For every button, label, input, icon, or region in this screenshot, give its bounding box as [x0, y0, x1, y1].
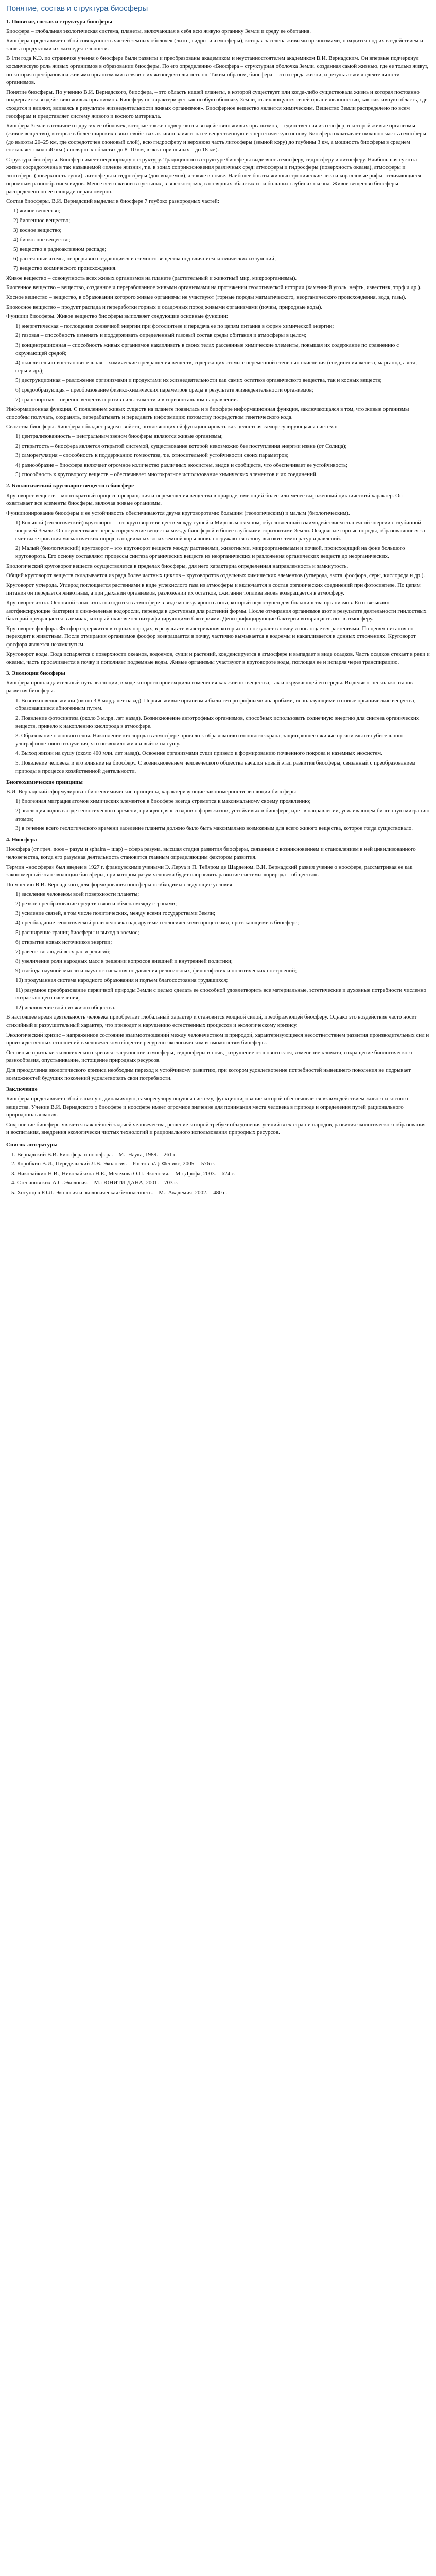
article-body — [6, 18, 430, 1197]
paragraph: Список литературы — [6, 1141, 58, 1148]
paragraph: 1) заселение человеком всей поверхности планеты; — [15, 891, 139, 897]
paragraph: Понятие биосферы. По учению В.И. Вернадского, биосфера, – это область нашей планеты, в которой существует или когда-либо существовала жизнь и которая постоянно подвергается воздействию живых организмов. Биосферу он характеризует как особую оболочку Земли, отличающуюся своей организованностью, как «активную область, где сходятся и влияют, вливаясь в результате жизнедеятельности живых организмов». Биосферное вещество является химическим. Вещество Земли распределено по всем геосферам и представляет систему живого и косного материала. — [6, 89, 428, 120]
paragraph: 2. Коробкин В.И., Передельский Л.В. Экология. – Ростов н/Д: Феникс, 2005. – 576 с. — [11, 1161, 215, 1167]
paragraph: 12) исключение войн из жизни общества. — [15, 1004, 116, 1011]
paragraph: 4) окислительно-восстановительная – химические превращения веществ, содержащих атомы с переменной степенью окисления (соединения железа, марганца, азота, серы и др.); — [15, 360, 417, 374]
page-title: Понятие, состав и структура биосферы — [6, 4, 148, 13]
paragraph: Круговорот азота. Основной запас азота находится в атмосфере в виде молекулярного азота, который недоступен для большинства организмов. Его связывают азотфиксирующие бактерии и сине-зеленые водоросли, переводя в доступные для растений формы. После отмирания организмов азот в результате деятельности гнилостных бактерий превращается в аммиак, который окисляется нитрифицирующими бактериями. Денитрифицирующие бактерии возвращают азот в атмосферу. — [6, 600, 427, 622]
paragraph: Состав биосферы. В.И. Вернадский выделил в биосфере 7 глубоко разнородных частей: — [6, 198, 219, 205]
paragraph: 3) усиление связей, в том числе политических, между всеми государствами Земли; — [15, 910, 216, 917]
paragraph: Биосфера – глобальная экологическая система, планеты, включающая в себя всю живую органику Земли и среду ее обитания. — [6, 28, 311, 35]
paragraph: Биосфера Земли в отличие от других ее оболочек, которые также подвергаются воздействию живых организмов, – единственная из геосфер, в которой живые организмы (живое вещество), которые в более широких своих свойствах активно влияют на ее вещественную и энергетическую основу. Биосфера охватывает нижнюю часть атмосферы (до высоты 20–25 км, где сосредоточен озоновый слой), всю гидросферу и верхнюю часть литосферы (земной кору) до глубины 3 км, а мощность биосферы в среднем составляет около 40 км (в полярных областях до 8–10 км, в экваториальных – до 18 км). — [6, 123, 426, 154]
paragraph: Термин «ноосфера» был введен в 1927 г. французскими учеными Э. Леруа и П. Тейяром де Шарденом. В.И. Вернадский развил учение о ноосфере, рассматривая ее как закономерный этап эволюции биосферы, при котором разум человека будет направлять развитие системы «природа – общество». — [6, 863, 413, 878]
paragraph: Общий круговорот веществ складывается из ряда более частных циклов – круговоротов отдельных химических элементов (углерода, азота, фосфора, серы, кислорода и др.). — [6, 572, 425, 579]
paragraph: 7) равенство людей всех рас и религий; — [15, 948, 111, 955]
paragraph: 2) эволюция видов в ходе геологического времени, приводящая к созданию форм жизни, устойчивых в биосфере, идет в направлении, усиливающем биогенную миграцию атомов; — [15, 808, 430, 822]
paragraph: Биосфера прошла длительный путь эволюции, в ходе которого происходили изменения как живого вещества, так и окружающей его среды. Выделяют несколько этапов развития биосферы. — [6, 680, 413, 694]
paragraph: Биогенное вещество – вещество, созданное и переработанное живыми организмами на протяжении геологической истории (каменный уголь, нефть, известняк, торф и др.). — [6, 284, 422, 291]
paragraph: Биогеохимические принципы — [6, 779, 83, 786]
paragraph: 4. Ноосфера — [6, 836, 37, 843]
paragraph: 1) живое вещество; — [13, 208, 60, 214]
paragraph: Круговорот веществ – многократный процесс превращения и перемещения вещества в природе, имеющий более или менее выраженный циклический характер. Он охватывает все элементы биосферы, включая живые организмы. — [6, 492, 403, 507]
paragraph: 8) увеличение роли народных масс в решении вопросов внешней и внутренней политики; — [15, 958, 233, 964]
paragraph: Биосфера представляет собой совокупность частей земных оболочек (лито-, гидро- и атмосферы), которая заселена живыми организмами, находится под их воздействием и занята продуктами их жизнедеятельности. — [6, 38, 423, 52]
paragraph: 2) газовая – способность изменять и поддерживать определенный газовый состав среды обитания и атмосферы в целом; — [15, 332, 307, 339]
paragraph: Биосфера представляет собой сложную, динамичную, саморегулирующуюся систему, функционирование которой обеспечивается взаимодействием живого и косного вещества. Учение В.И. Вернадского о биосфере и ноосфере имеет огромное значение для понимания места человека в природе и определения путей рационального природопользования. — [6, 1095, 408, 1118]
paragraph: Косное вещество – вещество, в образовании которого живые организмы не участвуют (горные породы магматического, неорганического происхождения, вода, газы). — [6, 294, 406, 300]
paragraph: 11) разумное преобразование первичной природы Земли с целью сделать ее способной удовлетворить все материальные, эстетические и духовные потребности численно возрастающего населения; — [15, 987, 426, 1002]
paragraph: 1) Большой (геологический) круговорот – это круговорот веществ между сушей и Мировым океаном, обусловленный взаимодействием солнечной энергии с глубинной энергией Земли. Он осуществляет перераспределение вещества между биосферой и более глубокими горизонтами Земли. Осадочные горные породы, образовавшиеся за счет выветривания магматических пород, в подвижных зонах земной коры вновь погружаются в зону высоких температур и давлений. — [15, 519, 425, 542]
paragraph: 5) вещество в радиоактивном распаде; — [13, 246, 107, 252]
paragraph: 1) централизованность – центральным звеном биосферы являются живые организмы; — [15, 433, 223, 440]
paragraph: 6) открытие новых источников энергии; — [15, 939, 112, 945]
paragraph: 2) открытость – биосфера является открытой системой, существование которой невозможно без поступления энергии извне (от Солнца); — [15, 443, 347, 449]
paragraph: 1) энергетическая – поглощение солнечной энергии при фотосинтезе и передача ее по цепям питания в форме химической энергии; — [15, 323, 334, 329]
paragraph: В.И. Вернадский сформулировал биогеохимические принципы, характеризующие закономерности эволюции биосферы: — [6, 788, 298, 795]
paragraph: В настоящее время деятельность человека приобретает глобальный характер и становится мощной силой, преобразующей биосферу. Однако это воздействие часто носит стихийный и разрушительный характер, что приводит к нарушению естественных процессов и экологическому кризису. — [6, 1014, 417, 1029]
paragraph: 3) косное вещество; — [13, 227, 62, 233]
page — [0, 0, 436, 1207]
paragraph: 5) расширение границ биосферы и выход в космос; — [15, 929, 139, 936]
paragraph: Ноосфера (от греч. noos – разум и sphaira – шар) – сфера разума, высшая стадия развития биосферы, связанная с возникновением и становлением в ней цивилизованного человечества, когда его разумная деятельность становится главным определяющим фактором развития. — [6, 846, 416, 861]
paragraph: 1. Возникновение жизни (около 3,8 млрд. лет назад). Первые живые организмы были гетеротрофными анаэробами, использующими готовые органические вещества, образовавшиеся абиогенным путем. — [15, 697, 416, 712]
paragraph: Живое вещество – совокупность всех живых организмов на планете (растительный и животный мир, микроорганизмы). — [6, 275, 297, 281]
paragraph: 1. Вернадский В.И. Биосфера и ноосфера. – М.: Наука, 1989. – 261 с. — [11, 1151, 178, 1158]
paragraph: 2) Малый (биологический) круговорот – это круговорот веществ между растениями, животными, микроорганизмами и почвой, происходящий на фоне большого круговорота. Его основу составляют процессы синтеза органических веществ из неорганических и разложения органических веществ до неорганических. — [15, 545, 405, 560]
paragraph: 5. Хотунцев Ю.Л. Экология и экологическая безопасность. – М.: Академия, 2002. – 480 с. — [11, 1190, 228, 1196]
paragraph: 4) биокосное вещество; — [13, 236, 71, 243]
paragraph: По мнению В.И. Вернадского, для формирования ноосферы необходимы следующие условия: — [6, 881, 234, 888]
paragraph: Биологический круговорот веществ осуществляется в пределах биосферы, для него характерна определенная направленность и замкнутость. — [6, 563, 348, 569]
paragraph: 3) в течение всего геологического времени заселение планеты должно было быть максимально возможным для всего живого вещества, которое тогда существовало. — [15, 825, 413, 832]
paragraph: 4. Степановских А.С. Экология. – М.: ЮНИТИ-ДАНА, 2001. – 703 с. — [11, 1180, 178, 1187]
paragraph: 6) средообразующая – преобразование физико-химических параметров среды в результате жизнедеятельности организмов; — [15, 386, 313, 393]
paragraph: 2. Появление фотосинтеза (около 3 млрд. лет назад). Возникновение автотрофных организмов, способных использовать солнечную энергию для синтеза органических веществ, привело к накоплению кислорода в атмосфере. — [15, 715, 420, 730]
paragraph: 2) биогенное вещество; — [13, 217, 71, 224]
paragraph: 7) транспортная – перенос вещества против силы тяжести и в горизонтальном направлении. — [15, 396, 238, 403]
paragraph: 5) способность к круговороту веществ – обеспечивает многократное использование химических элементов и их соединений. — [15, 471, 318, 478]
paragraph: Экологический кризис – напряженное состояние взаимоотношений между человечеством и природой, характеризующееся несоответствием развития производительных сил и производственных отношений в человеческом обществе ресурсно-экологическим возможностям биосферы. — [6, 1031, 429, 1046]
paragraph: 4) преобладание геологической роли человека над другими геологическими процессами, протекающими в биосфере; — [15, 920, 299, 926]
paragraph: Для преодоления экологического кризиса необходим переход к устойчивому развитию, при котором удовлетворение потребностей нынешнего поколения не подрывает возможностей будущих поколений удовлетворять свои потребности. — [6, 1067, 411, 1081]
paragraph: 2) резкое преобразование средств связи и обмена между странами; — [15, 901, 177, 907]
paragraph: В 1ти года К.Э. по страничке учения о биосфере были развиты и преобразованы академиком и неустанностоятелем академиком В.И. Вернадским. Он впервые подчеркнул космическую роль живых организмов в образовании биосферы. По его определению «Биосфера – структурная оболочка Земли, созданная самой жизнью, где ее только живут, но которая преобразована живыми организмами в связи с их жизнедеятельностью». Таким образом, биосфера – это и среда жизни, и результат жизнедеятельности организмов. — [6, 55, 429, 86]
paragraph: 4. Выход жизни на сушу (около 400 млн. лет назад). Освоение организмами суши привело к формированию почвенного покрова и наземных экосистем. — [15, 750, 382, 757]
paragraph: Свойства биосферы. Биосфера обладает рядом свойств, позволяющих ей функционировать как целостная саморегулирующаяся система: — [6, 423, 338, 430]
paragraph: 7) вещество космического происхождения. — [13, 265, 117, 272]
paragraph: 3) концентрационная – способность живых организмов накапливать в своих телах рассеянные химические элементы, повышая их содержание по сравнению с окружающей средой; — [15, 342, 399, 357]
paragraph: 4) разнообразие – биосфера включает огромное количество различных экосистем, видов и сообществ, что обеспечивает ее устойчивость; — [15, 462, 348, 468]
paragraph: Сохранение биосферы является важнейшей задачей человечества, решение которой требует объединения усилий всех стран и народов, развития экологического образования и воспитания, внедрения экологически чистых технологий и рационального использования природных ресурсов. — [6, 1121, 426, 1136]
paragraph: 10) продуманная система народного образования и подъем благосостояния трудящихся; — [15, 977, 228, 984]
paragraph: 5. Появление человека и его влияние на биосферу. С возникновением человеческого общества начался новый этап развития биосферы, связанный с преобразованием природы в процессе хозяйственной деятельности. — [15, 759, 416, 774]
paragraph: Функции биосферы. Живое вещество биосферы выполняет следующие основные функции: — [6, 313, 228, 320]
paragraph: 6) рассеянные атомы, непрерывно создающиеся из земного вещества под влиянием космических излучений; — [13, 256, 276, 262]
paragraph: Круговорот углерода. Углерод поглощается растениями в виде углекислого газа из атмосферы и включается в состав органических соединений при фотосинтезе. По цепям питания он передается животным, а при дыхании организмов, разложении их остатков, сжигании топлива вновь возвращается в атмосферу. — [6, 582, 421, 597]
paragraph: Функционирование биосферы и ее устойчивость обеспечиваются двумя круговоротами: большим (геологическим) и малым (биологическим). — [6, 510, 350, 516]
paragraph: Биокосное вещество – продукт распада и переработки горных и осадочных пород живыми организмами (почвы, природные воды). — [6, 303, 323, 310]
paragraph: Информационная функция. С появлением живых существ на планете появилась и в биосфере информационная функция, заключающаяся в том, что живые организмы способны получать, сохранять, перерабатывать и передавать информацию потомству посредством генетического кода. — [6, 406, 409, 420]
paragraph: Круговорот фосфора. Фосфор содержится в горных породах, в результате выветривания которых он поступает в почву и поглощается растениями. По цепям питания он переходит к животным. После отмирания организмов фосфор возвращается в почву, частично вымывается в водоемы и накапливается в донных отложениях. Круговорот фосфора является незамкнутым. — [6, 625, 416, 648]
paragraph: 5) деструкционная – разложение организмами и продуктами их жизнедеятельности как самих остатков органического вещества, так и косных веществ; — [15, 377, 382, 384]
paragraph: Структура биосферы. Биосфера имеет неоднородную структуру. Традиционно в структуре биосферы выделяют атмосферу, гидросферу и литосферу. Наибольшая густота жизни сосредоточена в так называемой «пленке жизни», т.е. в зонах соприкосновения различных сред: атмосферы и гидросферы (поверхность океана), атмосферы и литосферы (поверхность суши), литосферы и гидросферы (дно водоемов), а также в почве. Наиболее богаты жизнью тропические леса и коралловые рифы, отличающиеся огромным разнообразием видов. Менее всего жизни в пустынях, в высокогорьях, в полярных областях и на больших глубинах океана. Живое вещество биосферы распределено по ее площади неравномерно. — [6, 156, 421, 195]
paragraph: 3) саморегуляция – способность к поддержанию гомеостаза, т.е. относительной устойчивости своих параметров; — [15, 452, 289, 459]
paragraph: 1. Понятие, состав и структура биосферы — [6, 19, 113, 25]
paragraph: 2. Биологический круговорот веществ в биосфере — [6, 483, 134, 489]
paragraph: 3. Эволюция биосферы — [6, 670, 65, 676]
paragraph: 9) свобода научной мысли и научного искания от давления религиозных, философских и политических построений; — [15, 968, 297, 974]
paragraph: Основные признаки экологического кризиса: загрязнение атмосферы, гидросферы и почв, разрушение озонового слоя, изменение климата, сокращение биологического разнообразия, опустынивание, истощение природных ресурсов. — [6, 1049, 412, 1064]
paragraph: 3. Николайкин Н.И., Николайкина Н.Е., Мелехова О.П. Экология. – М.: Дрофа, 2003. – 624 с. — [11, 1170, 236, 1177]
paragraph: Круговорот воды. Вода испаряется с поверхности океанов, водоемов, суши и растений, конденсируется в атмосфере и выпадает в виде осадков. Часть осадков стекает в реки и океаны, часть просачивается в почву и пополняет подземные воды. Живые организмы участвуют в круговороте воды, поглощая ее и испаряя через транспирацию. — [6, 651, 430, 666]
paragraph: 1) биогенная миграция атомов химических элементов в биосфере всегда стремится к максимальному своему проявлению; — [15, 798, 311, 805]
paragraph: Заключение — [6, 1086, 38, 1093]
paragraph: 3. Образование озонового слоя. Накопление кислорода в атмосфере привело к образованию озонового экрана, защищающего живые организмы от губительного ультрафиолетового излучения, что позволило жизни выйти на сушу. — [15, 733, 404, 747]
